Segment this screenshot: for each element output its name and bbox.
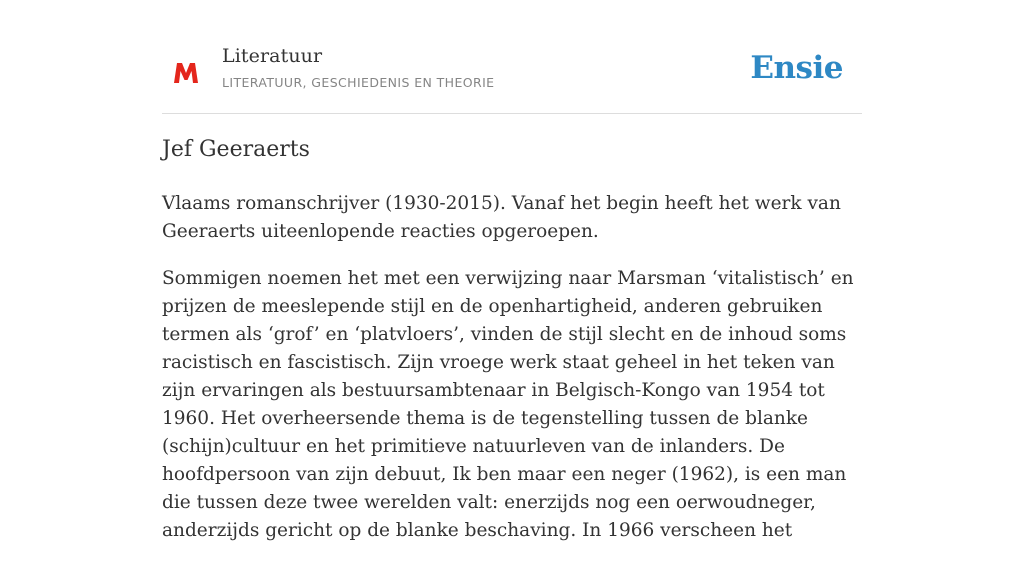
m-logo-icon[interactable] [173,60,199,84]
article-paragraph: Sommigen noemen het met een verwijzing naar Marsman ‘vitalistisch’ en prijzen de meeslepende stijl en de openhartigheid, anderen gebruiken termen als ‘grof’ en ‘platvloers’, vinden de stijl slecht en de inhoud soms racistisch en fascistisch. Zijn vroege werk staat geheel in het teken van zijn ervaringen als bestuursambtenaar in Belgisch-Kongo van 1954 tot 1960. Het overheersende thema is de tegenstelling tussen de blanke (schijn)cultuur en het primitieve natuurleven van de inlanders. De hoofdpersoon van zijn debuut, Ik ben maar een neger (1962), is een man die tussen deze twee werelden valt: enerzijds nog een oerwoudneger, anderzijds gericht op de blanke beschaving. In 1966 verscheen het [162,268,854,541]
source-title[interactable]: Literatuur [222,45,323,67]
article-title: Jef Geeraerts [162,137,310,162]
source-header [162,40,862,114]
article-body [162,190,872,564]
source-subtitle: LITERATUUR, GESCHIEDENIS EN THEORIE [222,75,495,90]
ensie-logo[interactable]: Ensie [750,50,843,86]
article-paragraph: Vlaams romanschrijver (1930-2015). Vanaf het begin heeft het werk van Geeraerts uiteenlopende reacties opgeroepen. [162,193,841,242]
